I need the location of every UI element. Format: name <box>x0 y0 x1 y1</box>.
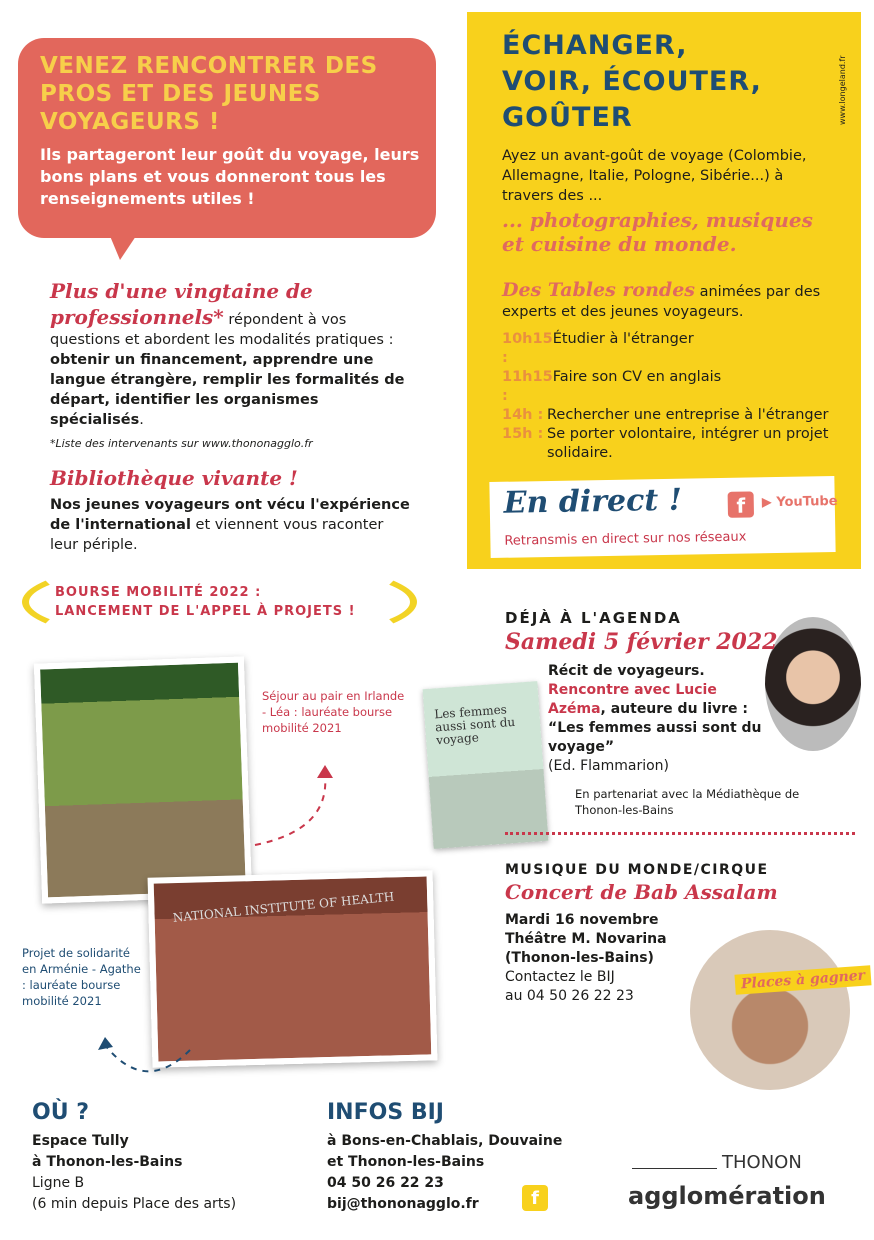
agenda-line: Récit de voyageurs. <box>548 663 705 679</box>
music-title: Concert de Bab Assalam <box>505 880 778 904</box>
tables-title: Des Tables rondes <box>502 279 695 301</box>
caption-ireland: Séjour au pair en Irlande - Léa : lauréate bourse mobilité 2021 <box>262 689 405 735</box>
where-details <box>32 1131 236 1215</box>
photo-sign: NATIONAL INSTITUTE OF HEALTH <box>172 889 395 925</box>
biblio-bold: Nos jeunes voyageurs ont vécu l'expérience de l'international <box>50 497 410 533</box>
infos-email[interactable]: bij@thononagglo.fr <box>327 1196 479 1212</box>
music-heading: MUSIQUE DU MONDE/CIRQUE <box>505 862 769 878</box>
youtube-icon[interactable]: ▶ YouTube <box>761 493 838 511</box>
dashed-arrow-icon <box>95 1035 195 1090</box>
title-line: ÉCHANGER, <box>502 30 688 61</box>
agenda-heading: DÉJÀ À L'AGENDA <box>505 609 682 627</box>
music-contact: Contactez le BIJ <box>505 969 615 985</box>
music-phone: au 04 50 26 22 23 <box>505 988 634 1004</box>
agenda-editor: (Ed. Flammarion) <box>548 758 670 774</box>
logo-line <box>632 1168 717 1169</box>
bourse-line: BOURSE MOBILITÉ 2022 : <box>55 585 262 600</box>
caption-armenia: Projet de solidarité en Arménie - Agathe : lauréate bourse mobilité 2021 <box>22 946 141 1008</box>
agenda-date: Samedi 5 février 2022 <box>505 629 778 655</box>
agenda-author: Rencontre avec Lucie Azéma <box>548 682 717 717</box>
agenda-partner: En partenariat avec la Médiathèque de Thonon-les-Bains <box>575 787 800 817</box>
biblio-text <box>50 495 415 555</box>
places-badge: Places à gagner <box>734 965 871 994</box>
speech-bubble-tail <box>110 236 136 260</box>
where-line: à Thonon-les-Bains <box>32 1154 183 1170</box>
left-column <box>50 278 415 627</box>
speech-bubble <box>18 38 436 238</box>
infos-line: à Bons-en-Chablais, Douvaine <box>327 1133 563 1149</box>
schedule-item <box>502 406 831 425</box>
bourse-block <box>55 577 415 627</box>
tables-text: animées par des experts et des jeunes voyageurs. <box>502 284 821 320</box>
pros-note: *Liste des intervenants sur www.thononagglo.fr <box>50 437 313 450</box>
yellow-title <box>502 28 831 136</box>
live-subtitle: Retransmis en direct sur nos réseaux <box>504 529 747 549</box>
where-line: Ligne B <box>32 1175 85 1191</box>
live-box <box>489 476 838 558</box>
schedule-item <box>502 330 831 368</box>
music-date: Mardi 16 novembre <box>505 912 659 928</box>
agenda-text <box>548 662 763 776</box>
yellow-intro: Ayez un avant-goût de voyage (Colombie, Allemagne, Italie, Pologne, Sibérie...) à travers des ... <box>502 148 807 204</box>
schedule-time: 15h : <box>502 426 544 442</box>
pros-text-end: . <box>139 412 144 428</box>
right-column <box>505 608 860 1006</box>
facebook-icon[interactable]: f <box>522 1185 548 1211</box>
pros-text-bold: obtenir un financement, apprendre une langue étrangère, remplir les formalités de départ, identifier les organismes spécialisés <box>50 352 405 428</box>
title-line: VOIR, ÉCOUTER, <box>502 66 762 97</box>
facebook-icon[interactable]: f <box>728 491 754 517</box>
pros-text-a: répondent à vos questions et abordent les modalités pratiques : <box>50 312 394 348</box>
book-title: Les femmes aussi sont du voyage <box>433 702 516 748</box>
schedule-time: 10h15 : <box>502 331 553 366</box>
schedule-item <box>502 368 831 406</box>
tables-rondes <box>502 280 831 322</box>
music-city: (Thonon-les-Bains) <box>505 950 654 966</box>
dotted-divider <box>505 832 855 835</box>
biblio-title: Bibliothèque vivante ! <box>50 466 298 490</box>
schedule-desc: Se porter volontaire, intégrer un projet solidaire. <box>547 426 829 461</box>
where-title: OÙ ? <box>32 1100 89 1125</box>
bubble-text: Ils partageront leur goût du voyage, leurs bons plans et vous donneront tous les renseignements utiles ! <box>40 145 420 208</box>
photo-credit: www.longeland.fr <box>838 55 847 125</box>
bubble-title: VENEZ RENCONTRER DES PROS ET DES JEUNES VOYAGEURS ! <box>40 53 378 135</box>
yellow-script: ... photographies, musiques et cuisine du monde. <box>502 208 813 256</box>
schedule-desc: Rechercher une entreprise à l'étranger <box>547 407 829 423</box>
pros-title: Plus d'une vingtaine de professionnels* <box>50 279 313 329</box>
music-venue: Théâtre M. Novarina <box>505 931 667 947</box>
schedule-desc: Étudier à l'étranger <box>552 331 694 347</box>
infos-title: INFOS BIJ <box>327 1100 444 1125</box>
schedule-time: 11h15 : <box>502 369 553 404</box>
where-line: Espace Tully <box>32 1133 129 1149</box>
schedule-desc: Faire son CV en anglais <box>552 369 722 385</box>
live-title: En direct ! <box>503 482 683 521</box>
where-line: (6 min depuis Place des arts) <box>32 1196 237 1212</box>
logo-thonon: THONON <box>722 1152 802 1173</box>
schedule-item <box>502 425 831 463</box>
yellow-panel <box>467 12 861 569</box>
schedule-time: 14h : <box>502 407 544 423</box>
bourse-line: LANCEMENT DE L'APPEL À PROJETS ! <box>55 604 356 619</box>
title-line: GOÛTER <box>502 102 633 133</box>
schedule-list <box>502 330 831 463</box>
bourse-announcement <box>55 583 415 621</box>
agenda-book: , auteure du livre : “Les femmes aussi sont du voyage” <box>548 701 762 755</box>
photo-ireland <box>34 656 252 903</box>
dashed-arrow-icon <box>250 760 360 850</box>
infos-line: et Thonon-les-Bains <box>327 1154 485 1170</box>
logo-agglomeration: agglomération <box>628 1182 826 1210</box>
pros-text <box>50 278 415 430</box>
music-details <box>505 911 675 1006</box>
biblio-rest: et viennent vous raconter leur périple. <box>50 517 384 553</box>
infos-phone[interactable]: 04 50 26 22 23 <box>327 1175 444 1191</box>
